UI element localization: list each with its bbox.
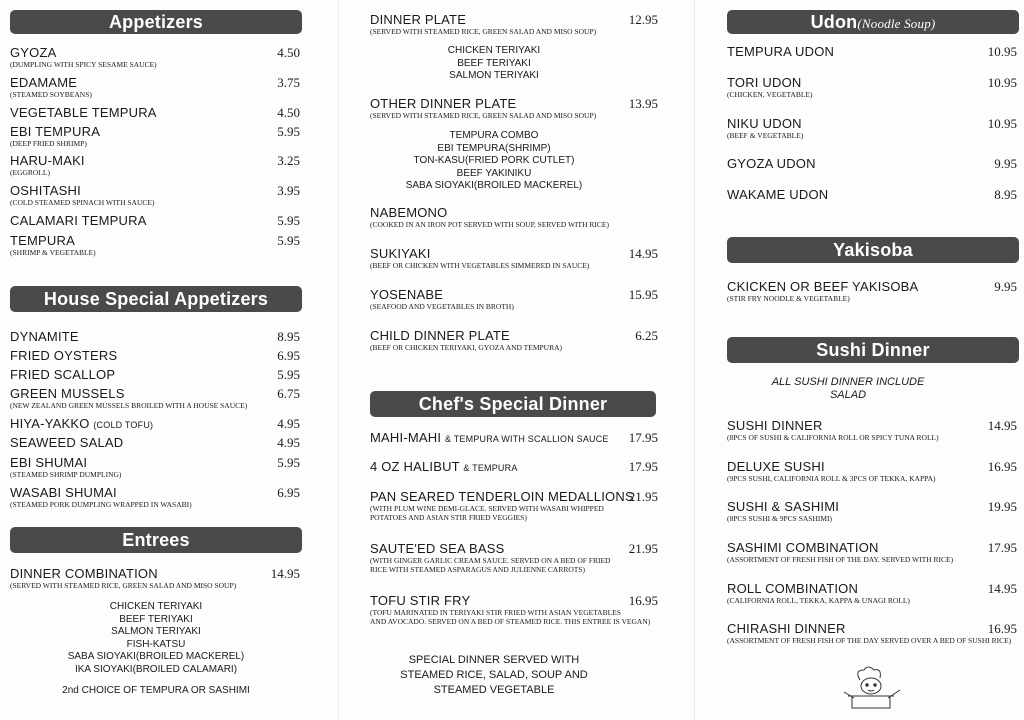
item-desc: (WITH GINGER GARLIC CREAM SAUCE. SERVED ON A BED OF FRIED (370, 556, 611, 565)
choice-item: SABA SIOYAKI(BROILED MACKEREL) (67, 651, 245, 662)
item-name: SUSHI DINNER (727, 418, 823, 433)
item-name (370, 430, 660, 447)
choice-item: SALMON TERIYAKI (449, 70, 539, 81)
item-desc: (TOFU MARINATED IN TERIYAKI STIR FRIED WITH ASIAN VEGETABLES (370, 608, 621, 617)
menu-item (727, 540, 1019, 564)
menu-item (370, 459, 660, 476)
item-name: NIKU UDON (727, 116, 802, 131)
menu-item (10, 105, 302, 120)
menu-item (370, 328, 660, 352)
item-desc: (STEAMED PORK DUMPLING WRAPPED IN WASABI) (10, 500, 192, 509)
menu-item (10, 455, 302, 479)
item-desc: (BEEF OR CHICKEN TERIYAKI, GYOZA AND TEMPURA) (370, 343, 563, 352)
panel-fold (694, 0, 695, 720)
menu-item (370, 287, 660, 311)
item-name: GYOZA (10, 45, 57, 60)
menu-item (10, 435, 302, 450)
item-desc: (SERVED WITH STEAMED RICE, GREEN SALAD AND MISO SOUP) (370, 27, 597, 36)
choice-item: TON-KASU(FRIED PORK CUTLET) (413, 155, 575, 166)
menu-item (10, 233, 302, 257)
item-desc: (BEEF & VEGETABLE) (727, 131, 804, 140)
menu-item (727, 621, 1019, 645)
choice-item: BEEF TERIYAKI (119, 613, 193, 625)
item-name: YOSENABE (370, 287, 444, 302)
item-price: 16.95 (987, 459, 1017, 474)
choice-list (370, 45, 618, 83)
item-desc: (CHICKEN, VEGETABLE) (727, 90, 813, 99)
menu-item (370, 489, 660, 522)
item-price: 17.95 (628, 430, 658, 445)
choice-item: FISH-KATSU (126, 638, 186, 650)
menu-item (727, 459, 1019, 483)
item-desc: (EGGROLL) (10, 168, 50, 177)
item-desc: (COOKED IN AN IRON POT SERVED WITH SOUP, SERVED WITH RICE) (370, 220, 610, 229)
item-price: 5.95 (277, 213, 300, 228)
item-price: 12.95 (628, 12, 658, 27)
menu-item (727, 499, 1019, 523)
item-note: & TEMPURA (463, 463, 518, 473)
item-name: CKICKEN OR BEEF YAKISOBA (727, 279, 919, 294)
item-price: 4.50 (277, 105, 300, 120)
special-dinner-note (370, 653, 618, 698)
item-price: 16.95 (987, 621, 1017, 636)
menu-item (727, 279, 1019, 303)
item-name: WASABI SHUMAI (10, 485, 117, 500)
item-price: 10.95 (987, 75, 1017, 90)
menu-item (10, 566, 302, 590)
item-price: 9.95 (994, 156, 1017, 171)
item-desc: (COLD STEAMED SPINACH WITH SAUCE) (10, 198, 155, 207)
choice-item: SABA SIOYAKI(BROILED MACKEREL) (405, 180, 583, 191)
item-desc: (STIR FRY NOODLE & VEGETABLE) (727, 294, 850, 303)
item-price: 10.95 (987, 116, 1017, 131)
item-name-text: 4 OZ HALIBUT (370, 459, 460, 474)
item-name: DINNER COMBINATION (10, 566, 158, 581)
item-name: OSHITASHI (10, 183, 81, 198)
choice-item: IKA SIOYAKI(BROILED CALAMARI) (74, 663, 238, 675)
menu-item (370, 205, 660, 229)
item-name-text: HIYA-YAKKO (10, 416, 90, 431)
second-choice-note: 2nd CHOICE OF TEMPURA OR SASHIMI (62, 685, 250, 696)
chef-illustration-icon (838, 666, 904, 712)
menu-item (10, 386, 302, 410)
menu-item (10, 75, 302, 99)
item-name: DYNAMITE (10, 329, 79, 344)
choice-item: EBI TEMPURA(SHRIMP) (437, 142, 551, 154)
item-name-text: MAHI-MAHI (370, 430, 442, 445)
item-name: DINNER PLATE (370, 12, 467, 27)
menu-item (727, 581, 1019, 605)
item-desc: (8PCS OF SUSHI & CALIFORNIA ROLL OR SPICY TUNA ROLL) (727, 433, 939, 442)
item-price: 5.95 (277, 367, 300, 382)
item-price: 13.95 (628, 96, 658, 111)
item-desc: AND AVOCADO. SERVED ON A BED OF STEAMED RICE. THIS ENTREE IS VEGAN) (370, 617, 651, 626)
item-name: SUSHI & SASHIMI (727, 499, 840, 514)
item-price: 3.75 (277, 75, 300, 90)
choice-item: CHICKEN TERIYAKI (109, 601, 203, 612)
item-name (10, 416, 302, 433)
item-price: 8.95 (277, 329, 300, 344)
choice-item: BEEF YAKINIKU (456, 167, 532, 179)
item-name: SEAWEED SALAD (10, 435, 124, 450)
menu-item (10, 153, 302, 177)
menu-item (370, 430, 660, 447)
item-desc: (SHRIMP & VEGETABLE) (10, 248, 96, 257)
item-name: OTHER DINNER PLATE (370, 96, 517, 111)
item-price: 4.50 (277, 45, 300, 60)
menu-column-1 (10, 0, 302, 720)
item-name: ROLL COMBINATION (727, 581, 859, 596)
menu-item (10, 367, 302, 382)
item-price: 6.95 (277, 485, 300, 500)
item-desc: (BEEF OR CHICKEN WITH VEGETABLES SIMMERED IN SAUCE) (370, 261, 590, 270)
item-name: CHILD DINNER PLATE (370, 328, 510, 343)
item-name: GREEN MUSSELS (10, 386, 125, 401)
item-desc: (8PCS SUSHI & 9PCS SASHIMI) (727, 514, 833, 523)
menu-item (727, 156, 1019, 171)
item-name: PAN SEARED TENDERLOIN MEDALLIONS (370, 489, 634, 504)
item-name: HARU-MAKI (10, 153, 85, 168)
item-name: TEMPURA UDON (727, 44, 835, 59)
choice-item: TEMPURA COMBO (449, 130, 539, 141)
menu-column-2 (370, 0, 660, 720)
item-price: 3.25 (277, 153, 300, 168)
item-desc: (ASSORTMENT OF FRESH FISH OF THE DAY SERVED OVER A BED OF SUSHI RICE) (727, 636, 1012, 645)
item-price: 14.95 (270, 566, 300, 581)
item-name: FRIED OYSTERS (10, 348, 118, 363)
yakisoba-heading: Yakisoba (727, 237, 1019, 263)
item-name: GYOZA UDON (727, 156, 816, 171)
item-desc: (STEAMED SHRIMP DUMPLING) (10, 470, 122, 479)
choice-item: CHICKEN TERIYAKI (447, 45, 541, 56)
note-line: SALAD (829, 388, 867, 401)
item-name: TORI UDON (727, 75, 802, 90)
menu-item (370, 593, 660, 626)
item-note: (COLD TOFU) (93, 420, 154, 430)
item-price: 5.95 (277, 124, 300, 139)
item-price: 17.95 (628, 459, 658, 474)
item-desc: (NEW ZEALAND GREEN MUSSELS BROILED WITH A HOUSE SAUCE) (10, 401, 248, 410)
item-desc: POTATOES AND ASIAN STIR FRIED VEGGIES) (370, 513, 527, 522)
item-desc: (SERVED WITH STEAMED RICE, GREEN SALAD AND MISO SOUP) (370, 111, 597, 120)
item-name: NABEMONO (370, 205, 448, 220)
panel-fold (338, 0, 339, 720)
udon-title: Udon (810, 12, 858, 32)
item-desc: (CALIFORNIA ROLL, TEKKA, KAPPA & UNAGI ROLL) (727, 596, 910, 605)
item-price: 14.95 (628, 246, 658, 261)
entrees-heading: Entrees (10, 527, 302, 553)
item-price: 9.95 (994, 279, 1017, 294)
item-name: VEGETABLE TEMPURA (10, 105, 157, 120)
item-price: 4.95 (277, 416, 300, 431)
item-note: & TEMPURA WITH SCALLION SAUCE (444, 434, 609, 444)
menu-item (10, 485, 302, 509)
menu-item (10, 348, 302, 363)
item-desc: (DUMPLING WITH SPICY SESAME SAUCE) (10, 60, 157, 69)
item-name: EBI SHUMAI (10, 455, 88, 470)
item-name: TEMPURA (10, 233, 75, 248)
menu-item (10, 124, 302, 148)
item-price: 6.75 (277, 386, 300, 401)
appetizers-heading: Appetizers (10, 10, 302, 34)
item-price: 14.95 (987, 418, 1017, 433)
choice-item: BEEF TERIYAKI (457, 57, 531, 69)
menu-item (10, 416, 302, 433)
udon-heading (727, 10, 1019, 34)
item-price: 8.95 (994, 187, 1017, 202)
menu-item (10, 213, 302, 228)
item-price: 5.95 (277, 233, 300, 248)
item-price: 21.95 (628, 541, 658, 556)
item-name: WAKAME UDON (727, 187, 829, 202)
menu-item (370, 246, 660, 270)
note-line: STEAMED RICE, SALAD, SOUP AND (400, 669, 588, 681)
item-price: 6.25 (635, 328, 658, 343)
item-desc: (ASSORTMENT OF FRESH FISH OF THE DAY. SERVED WITH RICE) (727, 555, 954, 564)
menu-item (727, 187, 1019, 202)
item-name: DELUXE SUSHI (727, 459, 825, 474)
note-line: STEAMED VEGETABLE (433, 684, 555, 696)
item-price: 16.95 (628, 593, 658, 608)
choice-item: SALMON TERIYAKI (111, 626, 201, 637)
item-desc: (SEAFOOD AND VEGETABLES IN BROTH) (370, 302, 514, 311)
item-price: 4.95 (277, 435, 300, 450)
item-desc: RICE WITH STEAMED ASPARAGUS AND JULIENNE CARROTS) (370, 565, 586, 574)
item-name: SAUTE'ED SEA BASS (370, 541, 505, 556)
item-name: SUKIYAKI (370, 246, 431, 261)
menu-item (727, 116, 1019, 140)
item-price: 14.95 (987, 581, 1017, 596)
item-price: 19.95 (987, 499, 1017, 514)
item-price: 10.95 (987, 44, 1017, 59)
menu-item (370, 541, 660, 574)
item-desc: (SERVED WITH STEAMED RICE, GREEN SALAD AND MISO SOUP) (10, 581, 237, 590)
item-price: 5.95 (277, 455, 300, 470)
menu-item (727, 418, 1019, 442)
item-price: 6.95 (277, 348, 300, 363)
menu-item (727, 44, 1019, 59)
choice-list (10, 601, 302, 676)
item-desc: (STEAMED SOYBEANS) (10, 90, 92, 99)
sushi-dinner-note (727, 376, 969, 401)
note-line: ALL SUSHI DINNER INCLUDE (771, 376, 925, 388)
item-name: TOFU STIR FRY (370, 593, 471, 608)
item-name: EBI TEMPURA (10, 124, 101, 139)
menu-item (10, 329, 302, 344)
item-name: CHIRASHI DINNER (727, 621, 846, 636)
note-line: SPECIAL DINNER SERVED WITH (408, 654, 580, 666)
menu-item (10, 183, 302, 207)
menu-item (370, 12, 660, 36)
menu-item (727, 75, 1019, 99)
menu-item (370, 96, 660, 120)
item-price: 17.95 (987, 540, 1017, 555)
item-desc: (9PCS SUSHI, CALIFORNIA ROLL & 3PCS OF TEKKA, KAPPA) (727, 474, 936, 483)
item-name: CALAMARI TEMPURA (10, 213, 147, 228)
chefs-special-heading: Chef's Special Dinner (370, 391, 656, 417)
choice-list (370, 130, 618, 193)
item-desc: (DEEP FRIED SHRIMP) (10, 139, 87, 148)
sushi-dinner-heading: Sushi Dinner (727, 337, 1019, 363)
item-name: EDAMAME (10, 75, 78, 90)
house-special-heading: House Special Appetizers (10, 286, 302, 312)
item-name: FRIED SCALLOP (10, 367, 116, 382)
item-desc: (WITH PLUM WINE DEMI-GLACE. SERVED WITH WASABI WHIPPED (370, 504, 604, 513)
item-price: 21.95 (628, 489, 658, 504)
menu-column-3 (727, 0, 1019, 720)
menu-item (10, 45, 302, 69)
item-price: 3.95 (277, 183, 300, 198)
item-price: 15.95 (628, 287, 658, 302)
item-name (370, 459, 660, 476)
item-name: SASHIMI COMBINATION (727, 540, 879, 555)
udon-subtitle: (Noodle Soup) (857, 16, 936, 31)
